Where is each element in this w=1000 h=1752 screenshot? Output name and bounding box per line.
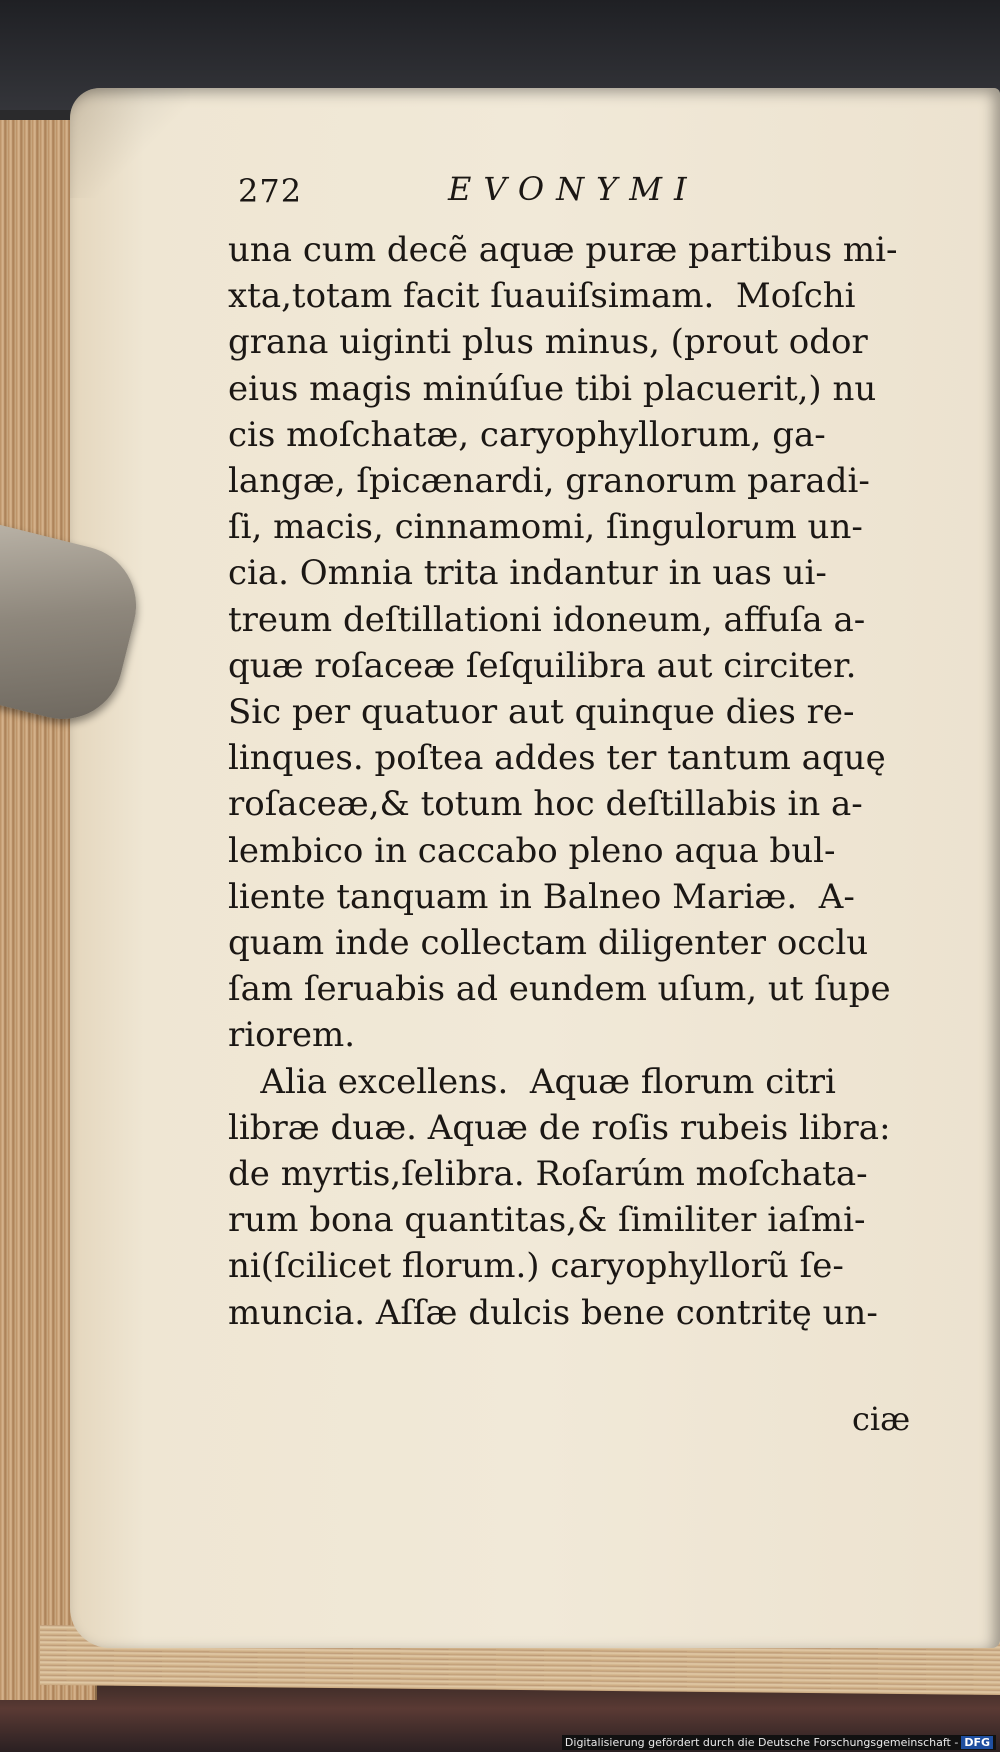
text-line: ſam ſeruabis ad eundem uſum, ut ſupe (228, 969, 891, 1010)
text-line: langæ, ſpicænardi, granorum paradi- (228, 461, 870, 501)
text-line: grana uiginti plus minus, (prout odor (228, 322, 868, 363)
text-line: quam inde collectam diligenter occlu (228, 923, 869, 963)
digitization-credit (562, 1735, 996, 1750)
text-line: treum deſtillationi idoneum, affuſa a- (228, 599, 866, 640)
text-line: quæ roſaceæ ſeſquilibra aut circiter. (228, 645, 857, 686)
page-number: 272 (238, 172, 303, 210)
text-line: xta,totam facit ſuauiſsimam. Moſchi (228, 276, 856, 317)
text-line: rum bona quantitas,& ſimiliter iaſmi- (228, 1200, 866, 1241)
credit-text: Digitalisierung gefördert durch die Deutsche Forschungsgemeinschaft - (564, 1736, 959, 1749)
text-line: Alia excellens. Aquæ florum citri (228, 1061, 836, 1102)
text-line: una cum decẽ aquæ puræ partibus mi- (228, 230, 898, 270)
text-line: linques. poſtea addes ter tantum aquę (228, 738, 886, 779)
text-line: cia. Omnia trita indantur in uas ui- (228, 553, 827, 594)
text-line: lembico in caccabo pleno aqua bul- (228, 830, 836, 871)
text-line: ſi, macis, cinnamomi, ſingulorum un- (228, 507, 863, 548)
text-line: libræ duæ. Aquæ de roſis rubeis libra: (228, 1107, 891, 1148)
text-line: riorem. (228, 1015, 356, 1056)
text-line: roſaceæ,& totum hoc deſtillabis in a- (228, 784, 863, 825)
dfg-logo: DFG (961, 1736, 993, 1749)
text-line: eius magis minúſue tibi placuerit,) nu (228, 368, 877, 409)
page-corner-fold (70, 88, 190, 198)
text-line: ni(ſcilicet florum.) caryophyllorũ ſe- (228, 1246, 844, 1287)
text-line: cis moſchatæ, caryophyllorum, ga- (228, 414, 826, 455)
text-line: de myrtis,ſelibra. Roſarúm moſchata- (228, 1154, 868, 1194)
catchword: ciæ (852, 1400, 911, 1438)
page-header (238, 170, 758, 214)
text-line: Sic per quatuor aut quinque dies re- (228, 692, 855, 732)
running-head: EVONYMI (448, 170, 699, 208)
text-line: muncia. Aſſæ dulcis bene contritę un- (228, 1292, 878, 1333)
text-line: liente tanquam in Balneo Mariæ. A- (228, 876, 855, 917)
